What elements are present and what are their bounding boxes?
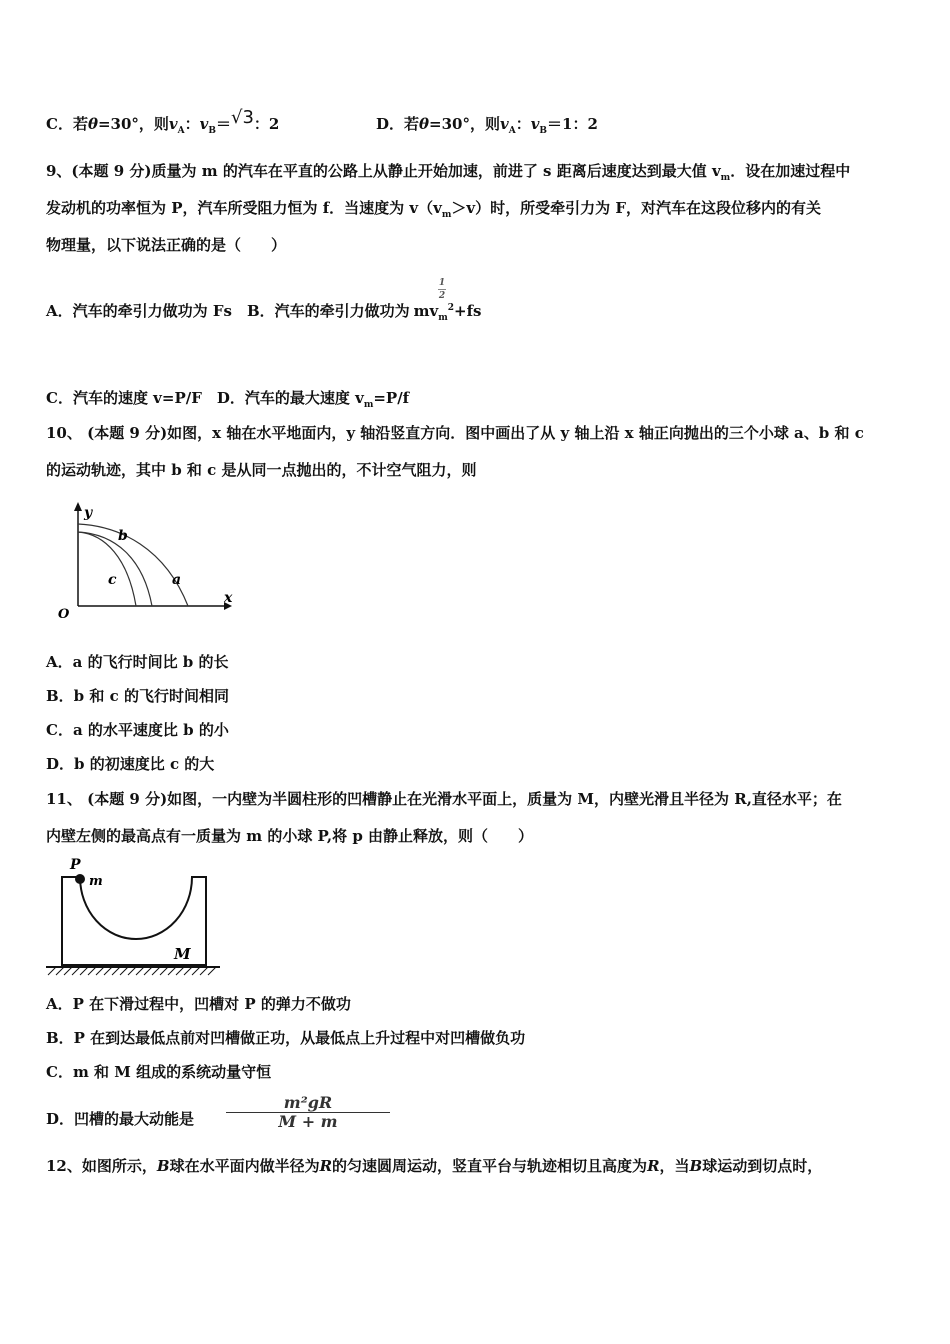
q9-stem-line2: 发动机的功率恒为 P，汽车所受阻力恒为 f．当速度为 $v(v_m>v)$时，所受牵引力为 F，对汽车在这段位移内的有关	[46, 199, 821, 220]
label-c: c	[108, 572, 117, 588]
q10-stem-line2: 的运动轨迹，其中 b 和 c 是从同一点抛出的，不计空气阻力，则	[46, 461, 477, 479]
q11-option-d: D．凹槽的最大动能是	[46, 1110, 195, 1128]
q11-option-c: C．m 和 M 组成的系统动量守恒	[46, 1063, 272, 1081]
label-x: x	[224, 590, 233, 606]
q10-stem-line1: 10、 (本题 9 分)如图，x 轴在水平地面内，y 轴沿竖直方向．图中画出了从 y 轴上沿 x 轴正向抛出的三个小球 a、b 和 c	[46, 424, 864, 442]
max-kinetic-energy-fraction: m²gR M + m	[222, 1094, 394, 1131]
sqrt-three: √3	[230, 107, 254, 128]
q11-option-a: A．P 在下滑过程中，凹槽对 P 的弹力不做功	[46, 995, 351, 1013]
ground-hatch	[48, 967, 216, 975]
q9-options-ab: A．汽车的牵引力做功为 Fs B．汽车的牵引力做功为 $mv_m^2+fs$	[46, 302, 482, 323]
q11-groove-figure	[44, 855, 222, 981]
label-origin: O	[58, 607, 70, 622]
label-M: M	[174, 945, 191, 963]
q10-trajectory-figure	[50, 498, 240, 624]
q9-stem-line3: 物理量，以下说法正确的是（ ）	[46, 236, 287, 254]
label-b: b	[118, 528, 128, 544]
half-fraction: 1 2	[438, 278, 446, 301]
q11-stem-line2: 内壁左侧的最高点有一质量为 m 的小球 P,将 p 由静止释放，则（ ）	[46, 827, 534, 845]
q12-stem-line1: 12、如图所示，B球在水平面内做半径为R的匀速圆周运动，竖直平台与轨迹相切且高度为R，当B球运动到切点时，	[46, 1157, 823, 1175]
y-axis-arrow	[74, 502, 82, 511]
q10-option-b: B．b 和 c 的飞行时间相同	[46, 687, 229, 705]
trajectory-b	[78, 532, 152, 606]
label-a: a	[172, 572, 182, 588]
label-m: m	[89, 874, 103, 889]
q8-option-d: D．若θ=30°，则$v_A$：$v_B=1$：2	[376, 115, 598, 136]
q8-option-c: C．若θ=30°，则$v_A$：$v_B=√3$：2	[46, 107, 280, 136]
q11-option-b: B．P 在到达最低点前对凹槽做正功，从最低点上升过程中对凹槽做负功	[46, 1029, 526, 1047]
q10-option-a: A．a 的飞行时间比 b 的长	[46, 653, 229, 671]
label-y: y	[84, 505, 93, 521]
q10-option-c: C．a 的水平速度比 b 的小	[46, 721, 229, 739]
q9-stem-line1: 9、(本题 9 分)质量为 m 的汽车在平直的公路上从静止开始加速，前进了 s 距离后速度达到最大值 $v_m$．设在加速过程中	[46, 162, 851, 183]
label-p: P	[70, 857, 81, 873]
q10-option-d: D．b 的初速度比 c 的大	[46, 755, 215, 773]
q11-stem-line1: 11、 (本题 9 分)如图，一内壁为半圆柱形的凹槽静止在光滑水平面上，质量为 M，内壁光滑且半径为 R,直径水平；在	[46, 790, 842, 808]
ball-p	[75, 874, 85, 884]
q9-options-cd: C．汽车的速度 v=P/F D．汽车的最大速度 $v_m=P/f$	[46, 389, 410, 410]
